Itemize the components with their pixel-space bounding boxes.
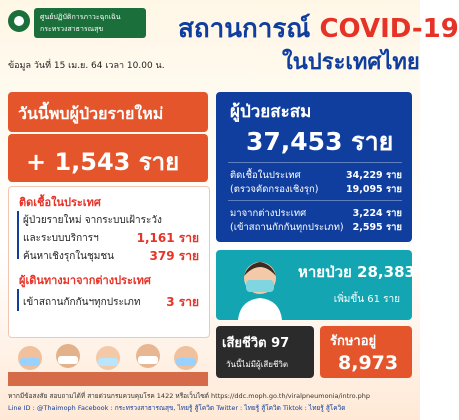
divider-line (17, 211, 19, 259)
row-label: (เข้าสถานกักกันทุกประเภท) (230, 222, 344, 233)
crowd-illustration (8, 338, 208, 386)
today-new-cases-value-box (8, 134, 208, 182)
deaths-panel (216, 326, 314, 378)
cumulative-heading: ผู้ป่วยสะสม (230, 102, 312, 122)
title-main: สถานการณ์ (178, 14, 320, 44)
org-name-line2: กระทรวงสาธารณสุข (40, 25, 104, 33)
deaths-heading: เสียชีวิต 97 (222, 336, 290, 351)
today-new-cases-value: + 1,543 ราย (26, 148, 180, 176)
recovered-heading: หายป่วย 28,383 (298, 263, 415, 281)
cumulative-row (230, 206, 402, 221)
data-date: ข้อมูล วันที่ 15 เม.ย. 64 เวลา 10.00 น. (8, 61, 165, 71)
local-item-value: 1,161 ราย (136, 231, 199, 245)
cumulative-total: 37,453 ราย (246, 127, 394, 156)
in-treatment-value: 8,973 (338, 352, 399, 374)
import-section-title: ผู้เดินทางมาจากต่างประเทศ (19, 274, 151, 287)
moph-logo (8, 10, 30, 32)
row-value: 2,595 ราย (352, 222, 402, 233)
header (0, 0, 459, 88)
row-label: ติดเชื้อในประเทศ (230, 170, 301, 181)
footer-social: Line ID : @Thaimoph Facebook : กระทรวงสาธารณสุข, ไทยรู้ สู้โควิด Twitter : ไทยรู้ สู้โควิด Tiktok : ไทยรู้ สู้โควิด (8, 404, 346, 412)
divider-line (17, 289, 19, 311)
divider (228, 162, 402, 163)
today-new-cases-heading-box (8, 92, 208, 132)
recovered-panel (216, 250, 415, 320)
import-item-label: เข้าสถานกักกันฯทุกประเภท (23, 297, 141, 308)
row-value: 3,224 ราย (352, 208, 402, 219)
cumulative-row (230, 182, 402, 197)
row-value: 19,095 ราย (346, 184, 402, 195)
local-section-title: ติดเชื้อในประเทศ (19, 196, 101, 209)
masked-person-illustration (232, 256, 288, 320)
footer (0, 388, 420, 420)
row-label: (ตรวจคัดกรองเชิงรุก) (230, 184, 319, 195)
local-item-value: 379 ราย (149, 249, 199, 263)
divider (228, 200, 402, 201)
today-new-cases-heading: วันนี้พบผู้ป่วยรายใหม่ (18, 104, 164, 123)
cumulative-panel (216, 92, 412, 242)
row-label: มาจากต่างประเทศ (230, 208, 307, 219)
row-value: 34,229 ราย (346, 170, 402, 181)
deaths-sub: วันนี้ไม่มีผู้เสียชีวิต (226, 360, 289, 369)
footer-contact: หากมีข้อสงสัย สอบถามได้ที่ สายด่วนกรมควบคุมโรค 1422 หรือเว็บไซต์ https://ddc.moph.go.th/viralpneumonia/intro.php (8, 392, 370, 400)
breakdown-panel (8, 186, 210, 338)
org-badge (34, 8, 146, 38)
cumulative-row (230, 168, 402, 183)
local-item-label: ค้นหาเชิงรุกในชุมชน (23, 251, 114, 262)
in-treatment-panel (320, 326, 412, 378)
cumulative-row (230, 220, 402, 235)
org-name-line1: ศูนย์ปฏิบัติการภาวะฉุกเฉิน (40, 13, 121, 21)
page-title-line2: ในประเทศไทย (282, 50, 420, 75)
import-item-value: 3 ราย (166, 295, 199, 309)
recovered-sub: เพิ่มขึ้น 61 ราย (333, 294, 400, 305)
local-item-label: ผู้ป่วยรายใหม่ จากระบบเฝ้าระวัง (23, 215, 162, 226)
title-accent: COVID-19 (319, 14, 459, 44)
page-title-line1 (178, 8, 459, 49)
local-item-label: และระบบบริการฯ (23, 233, 99, 244)
in-treatment-heading: รักษาอยู่ (330, 334, 377, 349)
